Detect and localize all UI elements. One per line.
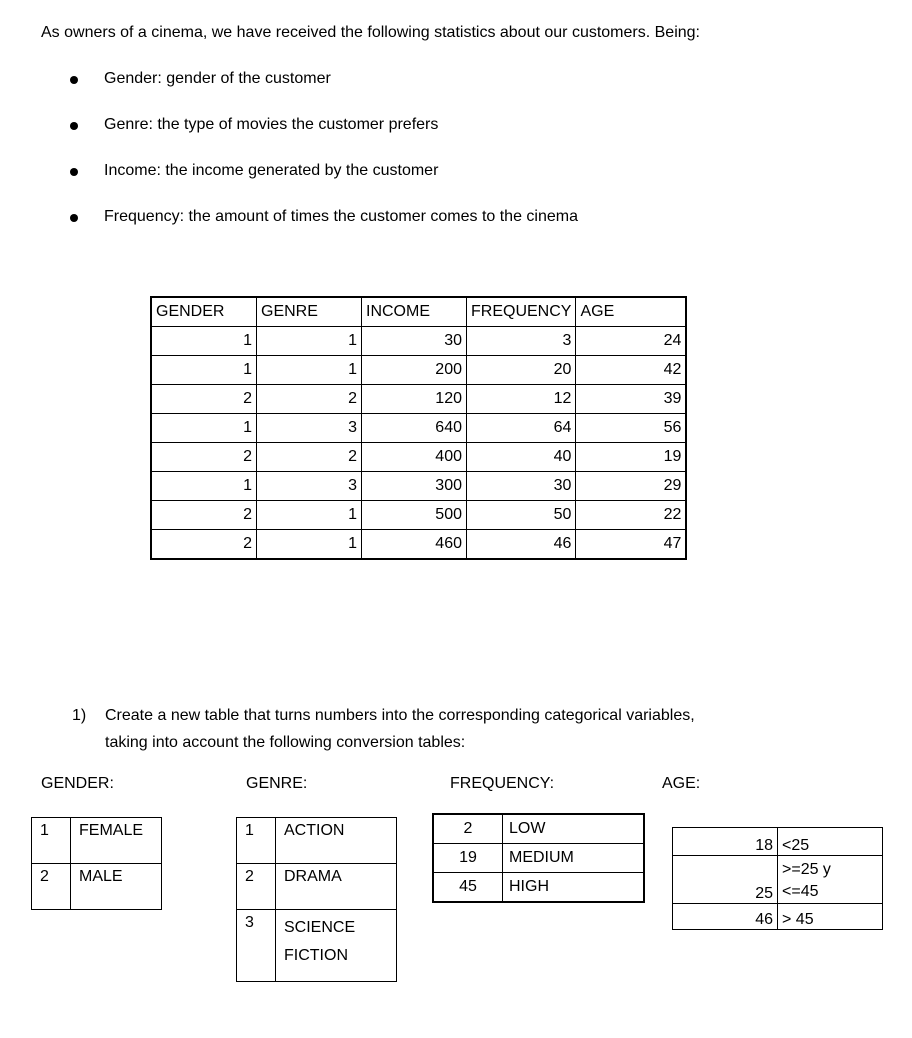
- bullet-text: Gender: gender of the customer: [104, 70, 331, 87]
- header-age: AGE: [576, 297, 687, 327]
- cell-age: 22: [576, 501, 687, 530]
- cell-age: 29: [576, 472, 687, 501]
- cell-gender: 1: [151, 414, 257, 443]
- genre-label: ACTION: [276, 818, 397, 864]
- table-row: [433, 814, 644, 844]
- gender-caption: GENDER:: [41, 775, 114, 792]
- frequency-label: LOW: [503, 814, 645, 844]
- cell-gender: 2: [151, 530, 257, 560]
- age-code: 46: [673, 904, 778, 930]
- age-code: 25: [673, 856, 778, 904]
- cell-income: 200: [362, 356, 467, 385]
- cell-genre: 2: [257, 385, 362, 414]
- age-label: > 45: [778, 904, 883, 930]
- table-row: [673, 856, 883, 904]
- cell-genre: 3: [257, 414, 362, 443]
- cell-frequency: 12: [467, 385, 576, 414]
- cell-gender: 2: [151, 385, 257, 414]
- cell-age: 39: [576, 385, 687, 414]
- cell-gender: 2: [151, 501, 257, 530]
- frequency-label: HIGH: [503, 873, 645, 903]
- age-code: 18: [673, 828, 778, 856]
- age-label-line: <=45: [782, 883, 819, 900]
- genre-conversion-table: [236, 817, 397, 982]
- table-header-row: [151, 297, 686, 327]
- table-row: [151, 414, 686, 443]
- frequency-caption: FREQUENCY:: [450, 775, 555, 792]
- gender-label: FEMALE: [71, 818, 162, 864]
- question-line: taking into account the following conversion tables:: [105, 734, 466, 751]
- genre-code: 1: [237, 818, 276, 864]
- bullet-icon: [70, 168, 78, 176]
- table-row: [151, 443, 686, 472]
- genre-code: 2: [237, 864, 276, 910]
- cell-frequency: 64: [467, 414, 576, 443]
- gender-conversion-table: [31, 817, 162, 910]
- genre-code: 3: [237, 910, 276, 982]
- cell-income: 400: [362, 443, 467, 472]
- table-row: [151, 356, 686, 385]
- bullet-text: Frequency: the amount of times the customer comes to the cinema: [104, 208, 578, 225]
- cell-age: 56: [576, 414, 687, 443]
- cell-income: 460: [362, 530, 467, 560]
- cell-income: 640: [362, 414, 467, 443]
- cell-age: 19: [576, 443, 687, 472]
- cell-income: 120: [362, 385, 467, 414]
- table-row: [151, 472, 686, 501]
- bullet-icon: [70, 214, 78, 222]
- table-row: [237, 818, 397, 864]
- header-gender: GENDER: [151, 297, 257, 327]
- cell-age: 24: [576, 327, 687, 356]
- table-row: [32, 818, 162, 864]
- question-text: [105, 702, 805, 756]
- bullet-icon: [70, 76, 78, 84]
- header-frequency: FREQUENCY: [467, 297, 576, 327]
- genre-caption: GENRE:: [246, 775, 308, 792]
- table-row: [433, 844, 644, 873]
- bullet-icon: [70, 122, 78, 130]
- cell-frequency: 50: [467, 501, 576, 530]
- cell-genre: 3: [257, 472, 362, 501]
- age-label: [778, 856, 883, 904]
- table-row: [673, 904, 883, 930]
- customer-data-table: [150, 296, 687, 560]
- bullet-text: Income: the income generated by the customer: [104, 162, 439, 179]
- header-genre: GENRE: [257, 297, 362, 327]
- genre-label: [276, 910, 397, 982]
- frequency-code: 19: [433, 844, 503, 873]
- cell-income: 30: [362, 327, 467, 356]
- question-line: Create a new table that turns numbers into the corresponding categorical variables,: [105, 707, 695, 724]
- table-row: [151, 501, 686, 530]
- table-row: [237, 910, 397, 982]
- cell-age: 47: [576, 530, 687, 560]
- table-row: [151, 385, 686, 414]
- table-row: [151, 327, 686, 356]
- cell-genre: 1: [257, 530, 362, 560]
- question-number: 1): [72, 707, 87, 724]
- table-row: [673, 828, 883, 856]
- frequency-conversion-table: [432, 813, 645, 903]
- age-label: <25: [778, 828, 883, 856]
- table-row: [32, 864, 162, 910]
- cell-age: 42: [576, 356, 687, 385]
- cell-gender: 1: [151, 356, 257, 385]
- cell-gender: 1: [151, 327, 257, 356]
- cell-gender: 2: [151, 443, 257, 472]
- table-row: [151, 530, 686, 560]
- table-row: [433, 873, 644, 903]
- frequency-code: 45: [433, 873, 503, 903]
- frequency-code: 2: [433, 814, 503, 844]
- genre-label: DRAMA: [276, 864, 397, 910]
- gender-code: 2: [32, 864, 71, 910]
- cell-frequency: 30: [467, 472, 576, 501]
- age-label-line: >=25 y: [782, 861, 831, 878]
- intro-text: As owners of a cinema, we have received the following statistics about our customers. Being:: [41, 24, 700, 41]
- frequency-label: MEDIUM: [503, 844, 645, 873]
- genre-label-line: FICTION: [284, 947, 348, 964]
- cell-genre: 2: [257, 443, 362, 472]
- cell-frequency: 40: [467, 443, 576, 472]
- cell-genre: 1: [257, 501, 362, 530]
- genre-label-line: SCIENCE: [284, 919, 356, 936]
- gender-code: 1: [32, 818, 71, 864]
- cell-genre: 1: [257, 356, 362, 385]
- cell-income: 500: [362, 501, 467, 530]
- cell-income: 300: [362, 472, 467, 501]
- header-income: INCOME: [362, 297, 467, 327]
- cell-gender: 1: [151, 472, 257, 501]
- gender-label: MALE: [71, 864, 162, 910]
- cell-frequency: 3: [467, 327, 576, 356]
- cell-frequency: 46: [467, 530, 576, 560]
- cell-frequency: 20: [467, 356, 576, 385]
- cell-genre: 1: [257, 327, 362, 356]
- table-row: [237, 864, 397, 910]
- age-conversion-table: [672, 827, 883, 930]
- bullet-text: Genre: the type of movies the customer prefers: [104, 116, 439, 133]
- age-caption: AGE:: [662, 775, 701, 792]
